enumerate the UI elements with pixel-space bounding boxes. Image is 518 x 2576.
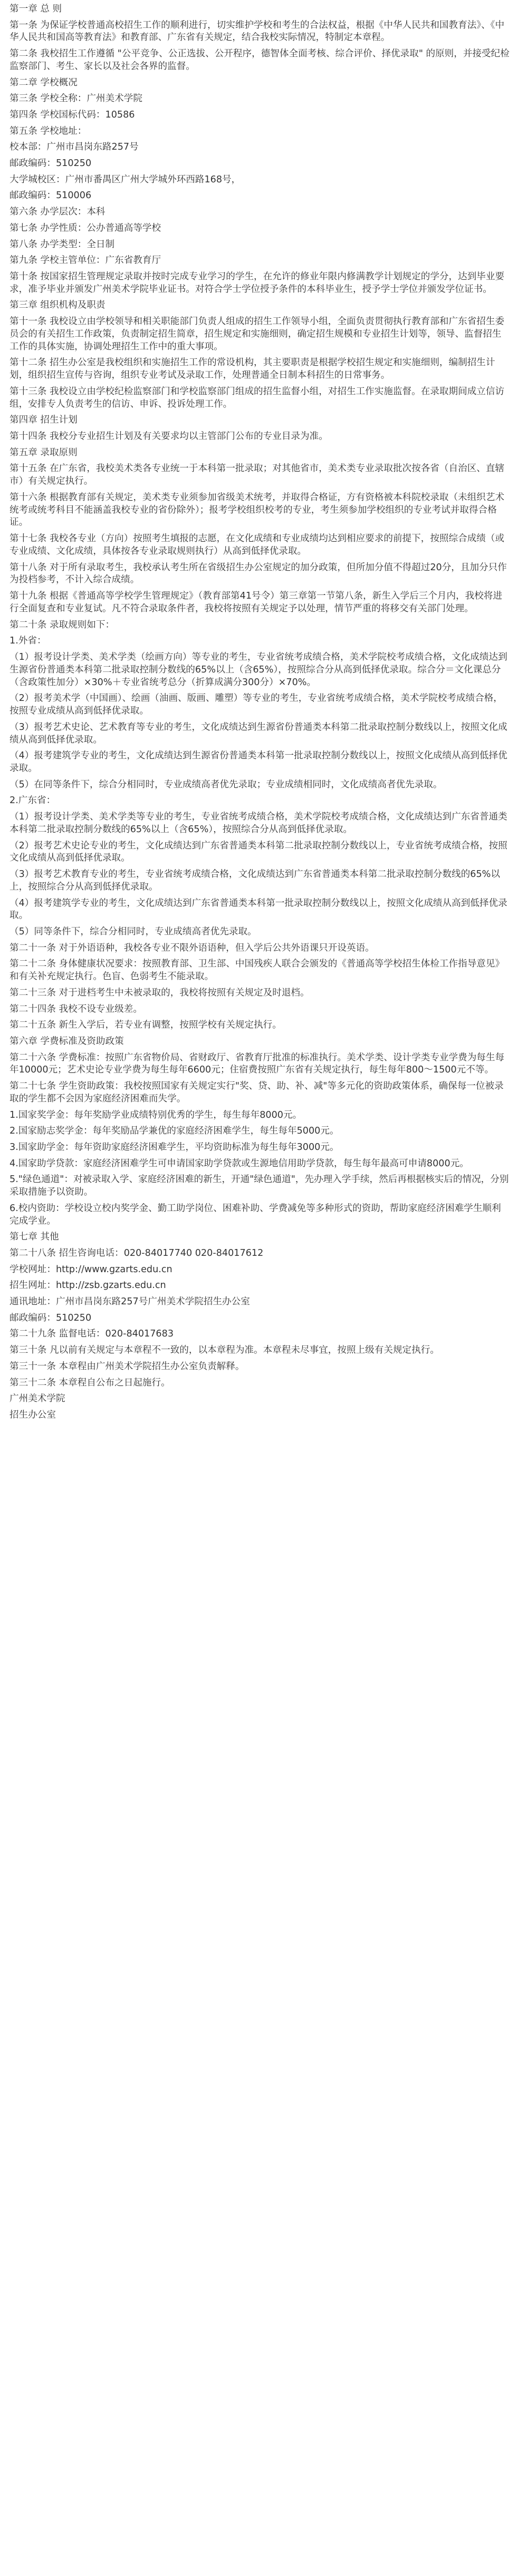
document-paragraph: 第十四条 我校分专业招生计划及有关要求均以主管部门公布的专业目录为准。: [9, 431, 328, 442]
document-paragraph: 第二十八条 招生咨询电话：020-84017740 020-84017612: [9, 1248, 264, 1259]
document-paragraph: 第三章 组织机构及职责: [9, 300, 105, 311]
document-paragraph: 第十一条 我校设立由学校领导和相关职能部门负责人组成的招生工作领导小组，全面负责贯彻执行教育部和广东省招生委员会的有关招生工作政策，负责制定招生简章，招生规定和实施细则，确定招生规模和专业招生计划等，领导、监督招生工作的具体实施，协调处理招生工作中的重大事项。: [9, 316, 505, 352]
document-paragraph: 第三十条 凡以前有关规定与本章程不一致的，以本章程为准。本章程未尽事宜，按照上级有关规定执行。: [9, 1345, 439, 1356]
document-paragraph: （3）报考艺术教育专业的考生，专业省统考成绩合格，文化成绩达到广东省普通类本科第二批录取控制分数线的65%以上，按照综合分从高到低择优录取。: [9, 869, 500, 892]
document-paragraph: 1.外省：: [9, 636, 46, 647]
document-paragraph: （5）同等条件下，综合分相同时，专业成绩高者优先录取。: [9, 926, 257, 938]
document-paragraph: 2.广东省：: [9, 795, 56, 806]
document-paragraph: 第二十五条 新生入学后，若专业有调整，按照学校有关规定执行。: [9, 1020, 282, 1031]
document-paragraph: 第二条 我校招生工作遵循 "公平竞争、公正选拔、公开程序，德智体全面考核、综合评价、择优录取" 的原则，并接受纪检监察部门、考生、家长以及社会各界的监督。: [9, 48, 510, 72]
document-paragraph: 第一章 总 则: [9, 4, 62, 14]
document-paragraph: （4）报考建筑学专业的考生，文化成绩达到生源省份普通类本科第一批录取控制分数线以上，按照文化成绩从高到低择优录取。: [9, 750, 507, 774]
document-paragraph: 第二十七条 学生资助政策：我校按照国家有关规定实行"奖、贷、助、补、减"等多元化的资助政策体系，确保每一位被录取的学生都不会因为家庭经济困难而失学。: [9, 1081, 504, 1104]
document-paragraph: 第二十六条 学费标准：按照广东省物价局、省财政厅、省教育厅批准的标准执行。美术学类、设计学类专业学费为每生每年10000元；艺术史论专业学费为每生每年6600元；住宿费按照广东省有关规定执行，每生每年800～1500元不等。: [9, 1052, 505, 1076]
document-paragraph: 第十八条 对于所有录取考生，我校承认考生所在省级招生办公室规定的加分政策，但所加分值不得超过20分，且加分只作为投档参考，不计入综合成绩。: [9, 562, 507, 586]
document-paragraph: 第十九条 根据《普通高等学校学生管理规定》（教育部第41号令）第三章第一节第八条，新生入学后三个月内，我校将进行全面复查和专业复试。凡不符合录取条件者，我校将按照有关规定予以处理，情节严重的将移交有关部门处理。: [9, 591, 503, 614]
document-paragraph: 第八条 办学类型：全日制: [9, 239, 115, 250]
document-paragraph: 2.国家励志奖学金：每年奖励品学兼优的家庭经济困难学生，每生每年5000元。: [9, 1126, 339, 1137]
document-paragraph: 第十六条 根据教育部有关规定，美术类专业须参加省级美术统考，并取得合格证，方有资格被本科院校录取（未组织艺术统考或统考科目不能涵盖我校专业的省份除外）；报考学校组织校考的专业，考生须参加学校组织的专业考试并取得合格证。: [9, 492, 505, 528]
document-paragraph: （3）报考艺术史论、艺术教育等专业的考生，文化成绩达到生源省份普通类本科第二批录取控制分数线以上，按照文化成绩从高到低择优录取。: [9, 721, 507, 745]
document-paragraph: 招生网址：http://zsb.gzarts.edu.cn: [9, 1280, 166, 1291]
document-paragraph: 学校网址：http://www.gzarts.edu.cn: [9, 1264, 172, 1275]
document-paragraph: 第二十一条 对于外语语种，我校各专业不限外语语种，但入学后公共外语课只开设英语。: [9, 942, 375, 953]
document-paragraph: 第七章 其他: [9, 1232, 59, 1243]
document-paragraph: 第二十四条 我校不设专业级差。: [9, 1003, 142, 1014]
document-paragraph: 第四章 招生计划: [9, 415, 78, 426]
document-paragraph: 第十五条 在广东省，我校美术类各专业统一于本科第一批录取；对其他省市，美术类专业录取批次按各省（自治区、直辖市）有关规定执行。: [9, 463, 505, 487]
document-paragraph: 邮政编码：510250: [9, 1312, 92, 1323]
document-paragraph: （2）报考美术学（中国画）、绘画（油画、版画、雕塑）等专业的考生，专业省统考成绩合格，美术学院校考成绩合格，按照专业成绩从高到低择优录取。: [9, 693, 503, 717]
document-paragraph: 第十条 按国家招生管理规定录取并按时完成专业学习的学生，在允许的修业年限内修满教学计划规定的学分，达到毕业要求，准予毕业并颁发广州美术学院毕业证书。对符合学士学位授予条件的本科毕业生，授予学士学位并颁发学位证书。: [9, 271, 505, 295]
document-paragraph: 第三十二条 本章程自公布之日起施行。: [9, 1377, 170, 1388]
document-paragraph: 第五章 录取原则: [9, 447, 78, 458]
document-paragraph: 第六章 学费标准及资助政策: [9, 1036, 124, 1047]
document-paragraph: 3.国家助学金：每年资助家庭经济困难学生，平均资助标准为每生每年3000元。: [9, 1141, 339, 1153]
document-paragraph: 6.校内资助：学校设立校内奖学金、勤工助学岗位、困难补助、学费减免等多种形式的资助，帮助家庭经济困难学生顺利完成学业。: [9, 1203, 501, 1226]
document-paragraph: （1）报考设计学类、美术学类等专业的考生，专业省统考成绩合格，美术学院校考成绩合格，文化成绩达到广东省普通类本科第二批录取控制分数线的65%以上（含65%），按照综合分从高到低择优录取。: [9, 812, 507, 835]
document-paragraph: 第九条 学校主管单位：广东省教育厅: [9, 255, 161, 266]
document-paragraph: 邮政编码：510006: [9, 190, 92, 201]
document-paragraph: 第十二条 招生办公室是我校组织和实施招生工作的常设机构，其主要职责是根据学校招生规定和实施细则，编制招生计划，组织招生宣传与咨询，组织专业考试及录取工作，处理普通全日制本科招生的日常事务。: [9, 357, 495, 381]
document-paragraph: 招生办公室: [9, 1409, 56, 1420]
document-paragraph: （4）报考建筑学专业的考生，文化成绩达到广东省普通类本科第一批录取控制分数线以上，按照文化成绩从高到低择优录取。: [9, 897, 507, 921]
document-paragraph: 第七条 办学性质：公办普通高等学校: [9, 222, 161, 233]
document-paragraph: 1.国家奖学金：每年奖励学业成绩特别优秀的学生，每生每年8000元。: [9, 1109, 302, 1120]
document-paragraph: （2）报考艺术史论专业的考生，文化成绩达到广东省普通类本科第二批录取控制分数线以上，专业省统考成绩合格，按照文化成绩从高到低择优录取。: [9, 840, 507, 864]
document-paragraph: 第十三条 我校设立由学校纪检监察部门和学校监察部门组成的招生监督小组，对招生工作实施监督。在录取期间成立信访组，安排专人负责考生的信访、申诉、投诉处理工作。: [9, 386, 505, 409]
document-paragraph: 大学城校区：广州市番禺区广州大学城外环西路168号，: [9, 174, 241, 185]
document-paragraph: 第二十三条 对于进档考生中未被录取的，我校将按照有关规定及时退档。: [9, 987, 310, 998]
document-paragraph: 第三条 学校全称：广州美术学院: [9, 93, 142, 104]
document-paragraph: 第二章 学校概况: [9, 77, 78, 88]
document-paragraph: 5."绿色通道"：对被录取入学、家庭经济困难的新生，开通"绿色通道"，先办理入学手续，然后再根据核实后的情况，分别采取措施予以资助。: [9, 1174, 509, 1198]
document-paragraph: 第三十一条 本章程由广州美术学院招生办公室负责解释。: [9, 1361, 245, 1372]
document-paragraph: （1）报考设计学类、美术学类（绘画方向）等专业的考生，专业省统考成绩合格，美术学院校考成绩合格，文化成绩达到生源省份普通类本科第二批录取控制分数线的65%以上（含65%），按照综合分从高到低择优录取。综合分＝文化课总分（含政策性加分）×30%＋专业省统考总分（折算成满分300分）×70%。: [9, 651, 507, 688]
document-paragraph: 第二十九条 监督电话：020-84017683: [9, 1329, 174, 1340]
document-paragraph: 通讯地址：广州市昌岗东路257号广州美术学院招生办公室: [9, 1296, 250, 1307]
document-paragraph: 第四条 学校国标代码：10586: [9, 110, 135, 121]
document-paragraph: （5）在同等条件下，综合分相同时，专业成绩高者优先录取；专业成绩相同时，文化成绩高者优先录取。: [9, 779, 443, 790]
document-paragraph: 邮政编码：510250: [9, 158, 92, 169]
document-paragraph: 4.国家助学贷款：家庭经济困难学生可申请国家助学贷款或生源地信用助学贷款，每生每年最高可申请8000元。: [9, 1158, 469, 1169]
document-paragraph: 校本部：广州市昌岗东路257号: [9, 142, 139, 153]
document-paragraph: 第五条 学校地址：: [9, 125, 87, 136]
document-paragraph: 第二十二条 身体健康状况要求：按照教育部、卫生部、中国残疾人联合会颁发的《普通高等学校招生体检工作指导意见》和有关补充规定执行。色盲、色弱考生不能录取。: [9, 959, 505, 982]
document-paragraph: 第一条 为保证学校普通高校招生工作的顺利进行，切实维护学校和考生的合法权益，根据《中华人民共和国教育法》、《中华人民共和国高等教育法》和教育部、广东省有关规定，结合我校实际情况，特制定本章程。: [9, 19, 505, 43]
document-paragraph: 第二十条 录取规则如下：: [9, 619, 115, 630]
document-paragraph: 第六条 办学层次：本科: [9, 207, 105, 218]
document-paragraph: 广州美术学院: [9, 1393, 65, 1404]
document-paragraph: 第十七条 我校各专业（方向）按照考生填报的志愿，在文化成绩和专业成绩均达到相应要求的前提下，按照综合成绩（或专业成绩、文化成绩，具体按各专业录取规则执行）从高到低择优录取。: [9, 533, 505, 557]
